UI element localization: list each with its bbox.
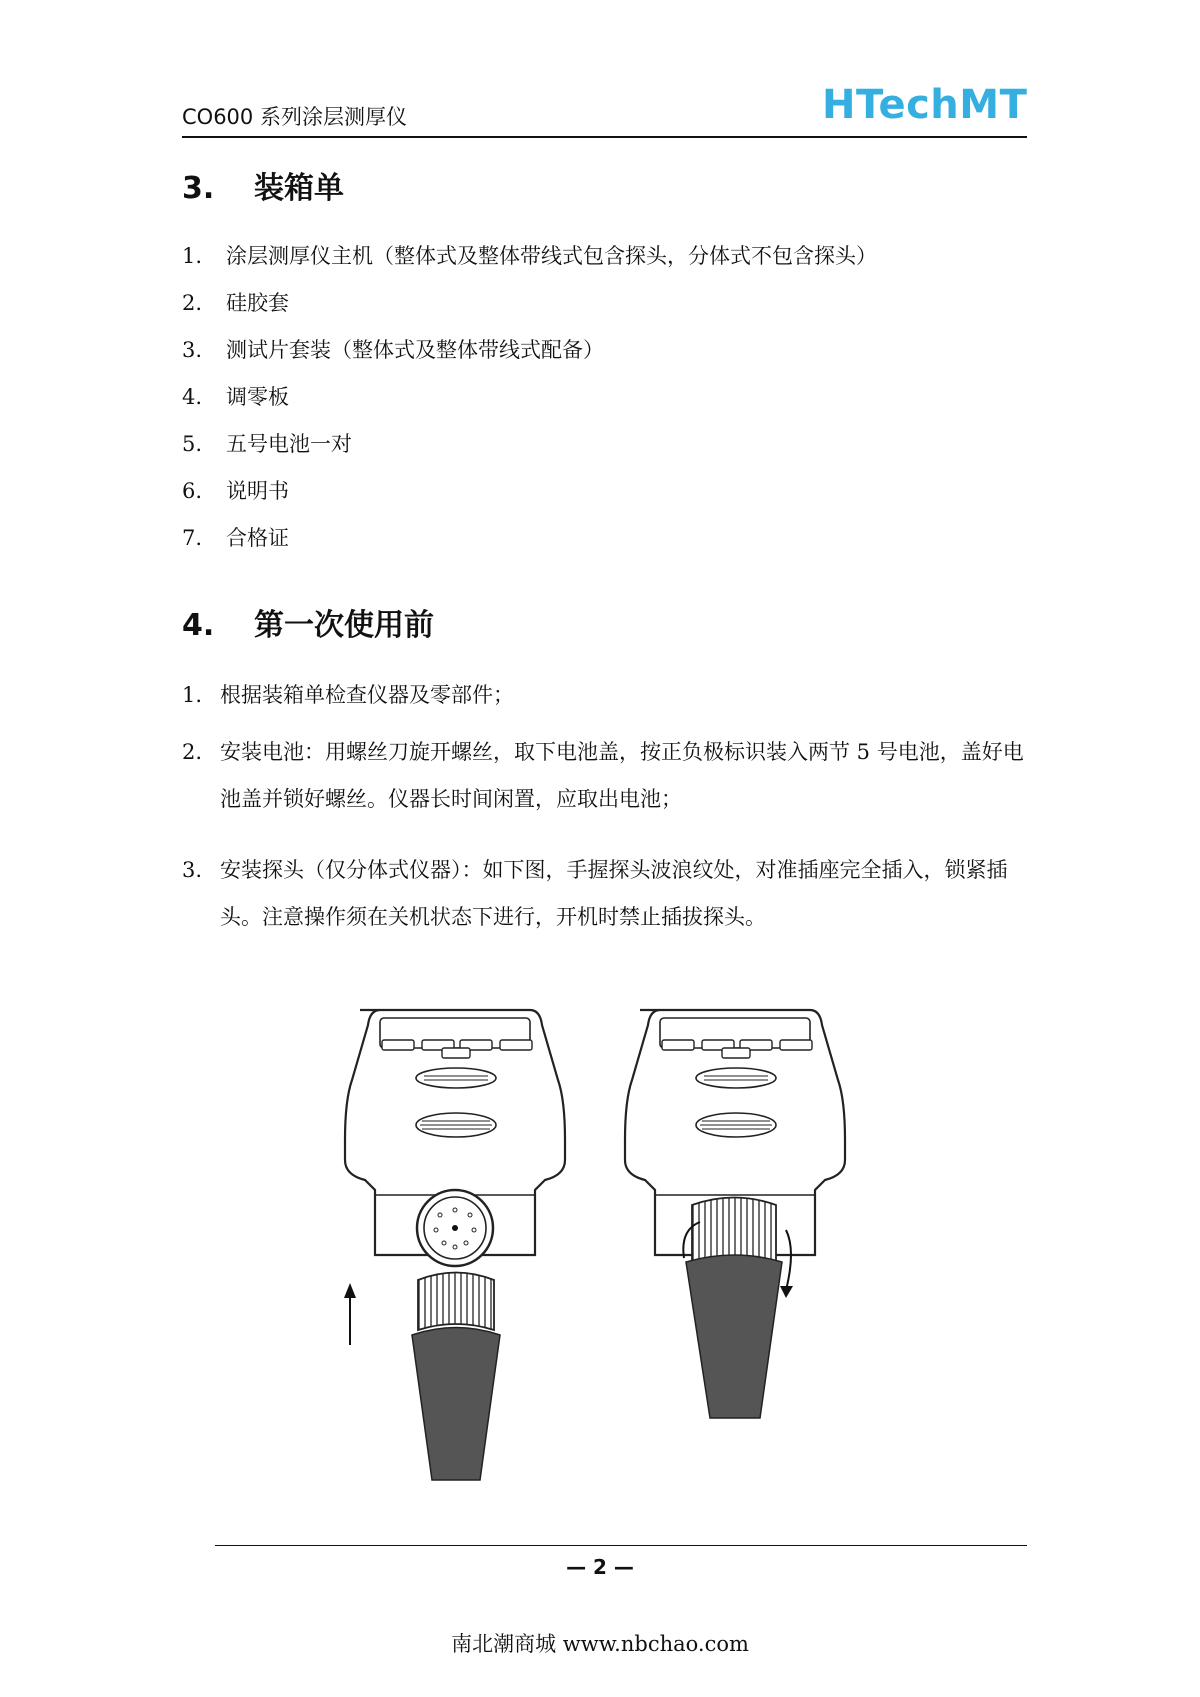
footer-divider bbox=[215, 1545, 1027, 1546]
step-number: 2. bbox=[182, 740, 203, 764]
section-3-heading bbox=[182, 163, 344, 207]
list-item bbox=[182, 334, 604, 364]
section-4-number: 4. bbox=[182, 608, 215, 643]
device-with-detached-probe bbox=[344, 1010, 565, 1480]
list-item-text: 测试片套装（整体式及整体带线式配备） bbox=[226, 338, 604, 362]
step-text: 安装电池：用螺丝刀旋开螺丝，取下电池盖，按正负极标识装入两节 5 号电池，盖好电池盖并锁好螺丝。仪器长时间闲置，应取出电池； bbox=[220, 740, 1024, 811]
section-3-title: 装箱单 bbox=[254, 171, 344, 206]
list-item-text: 调零板 bbox=[226, 385, 289, 409]
list-item-number: 1. bbox=[182, 244, 203, 268]
list-item-number: 4. bbox=[182, 385, 203, 409]
arrow-up-icon bbox=[344, 1283, 356, 1298]
list-item-number: 3. bbox=[182, 338, 203, 362]
brand-logo: HTechMT bbox=[822, 82, 1028, 128]
list-item-number: 5. bbox=[182, 432, 203, 456]
list-item-text: 涂层测厚仪主机（整体式及整体带线式包含探头，分体式不包含探头） bbox=[226, 244, 877, 268]
section-4-title: 第一次使用前 bbox=[254, 608, 434, 643]
rotate-arrow-icon bbox=[780, 1286, 793, 1298]
list-item bbox=[182, 522, 289, 552]
list-item-text: 五号电池一对 bbox=[226, 432, 352, 456]
header-divider bbox=[182, 136, 1027, 138]
list-item-number: 6. bbox=[182, 479, 203, 503]
list-item-text: 合格证 bbox=[226, 526, 289, 550]
document-title: CO600 系列涂层测厚仪 bbox=[182, 105, 407, 129]
list-item bbox=[182, 428, 352, 458]
step-item bbox=[182, 729, 1027, 823]
page-number: — 2 — bbox=[566, 1555, 634, 1579]
list-item-number: 2. bbox=[182, 291, 203, 315]
list-item-text: 说明书 bbox=[226, 479, 289, 503]
list-item-number: 7. bbox=[182, 526, 203, 550]
section-4-heading bbox=[182, 600, 434, 644]
site-watermark: 南北潮商城 www.nbchao.com bbox=[451, 1632, 749, 1656]
step-item bbox=[182, 672, 1027, 719]
device-with-attached-probe bbox=[625, 1010, 845, 1418]
step-text: 安装探头（仅分体式仪器）：如下图，手握探头波浪纹处，对准插座完全插入，锁紧插头。注意操作须在关机状态下进行，开机时禁止插拔探头。 bbox=[220, 858, 1008, 929]
probe-installation-illustration bbox=[320, 1000, 860, 1500]
section-3-number: 3. bbox=[182, 171, 215, 206]
step-number: 1. bbox=[182, 683, 203, 707]
list-item bbox=[182, 381, 289, 411]
step-number: 3. bbox=[182, 858, 203, 882]
list-item bbox=[182, 475, 289, 505]
list-item-text: 硅胶套 bbox=[226, 291, 289, 315]
step-text: 根据装箱单检查仪器及零部件； bbox=[220, 683, 514, 707]
list-item bbox=[182, 287, 289, 317]
step-item bbox=[182, 847, 1027, 941]
list-item bbox=[182, 240, 877, 270]
